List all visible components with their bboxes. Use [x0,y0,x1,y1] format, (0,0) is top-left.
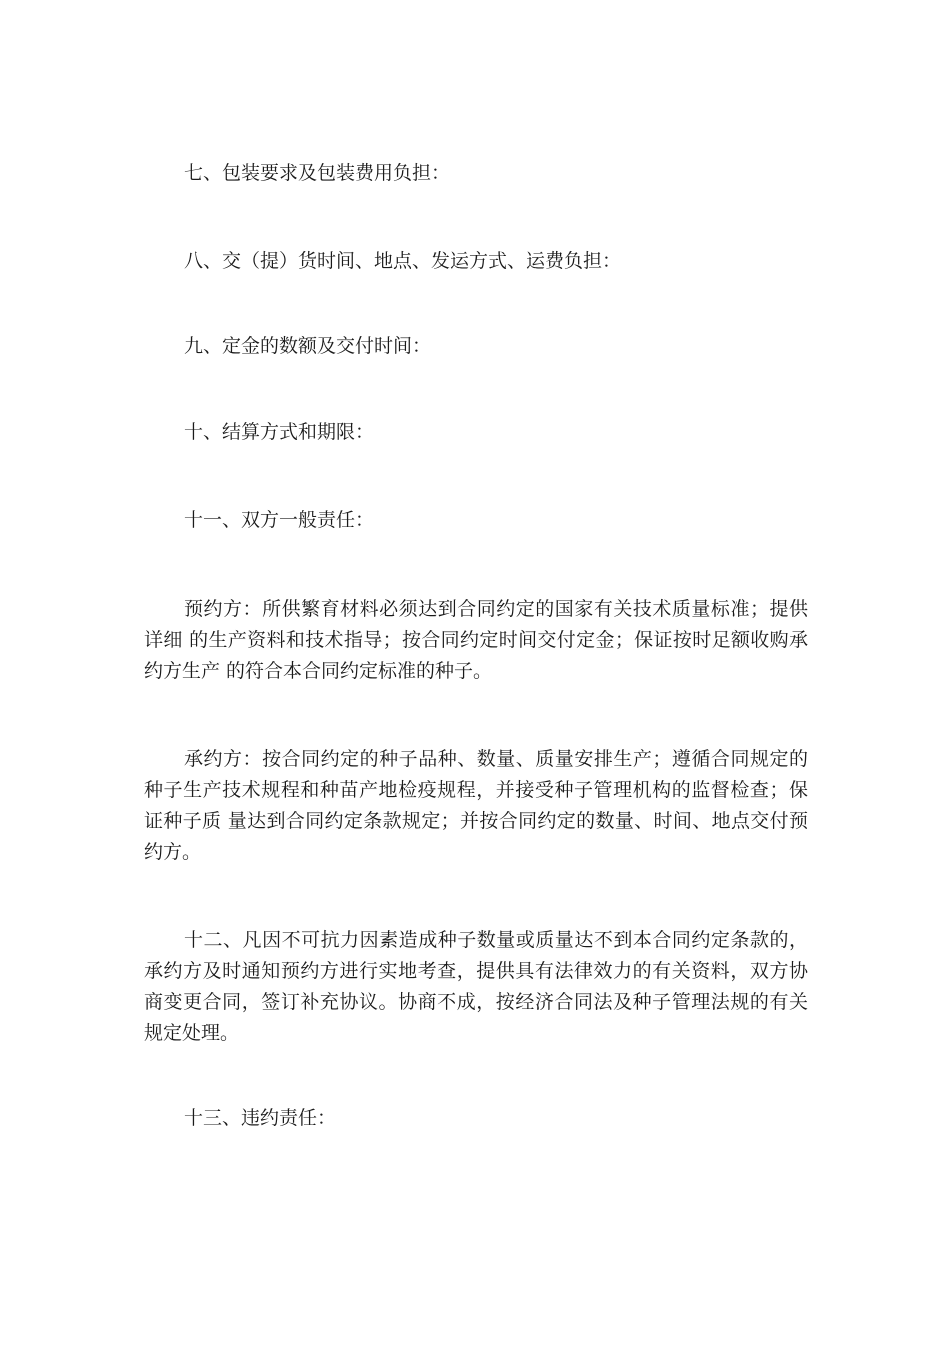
clause-11-general-duties: 十一、双方一般责任： [184,509,375,531]
clause-12-force-majeure: 十二、凡因不可抗力因素造成种子数量或质量达不到本合同约定条款的，承约方及时通知预约方进行实地考查，提供具有法律效力的有关资料，双方协商变更合同，签订补充协议。协商不成，按经济合同法及种子管理法规的有关规定处理。 [144,929,808,1044]
clause-13-breach: 十三、违约责任： [184,1107,337,1129]
contractor-party-duties: 承约方：按合同约定的种子品种、数量、质量安排生产；遵循合同规定的种子生产技术规程和种苗产地检疫规程，并接受种子管理机构的监督检查；保证种子质 量达到合同约定条款规定；并按合同约定的数量、时间、地点交付预约方。 [144,748,808,863]
document-body [144,158,808,1133]
clause-10-settlement: 十、结算方式和期限： [184,421,375,443]
presale-party-duties: 预约方：所供繁育材料必须达到合同约定的国家有关技术质量标准；提供详细 的生产资料和技术指导；按合同约定时间交付定金；保证按时足额收购承约方生产 的符合本合同约定标准的种子。 [144,598,808,682]
clause-8-delivery: 八、交（提）货时间、地点、发运方式、运费负担： [184,250,622,272]
clause-7-packaging: 七、包装要求及包装费用负担： [184,162,451,184]
clause-9-deposit: 九、定金的数额及交付时间： [184,335,432,357]
